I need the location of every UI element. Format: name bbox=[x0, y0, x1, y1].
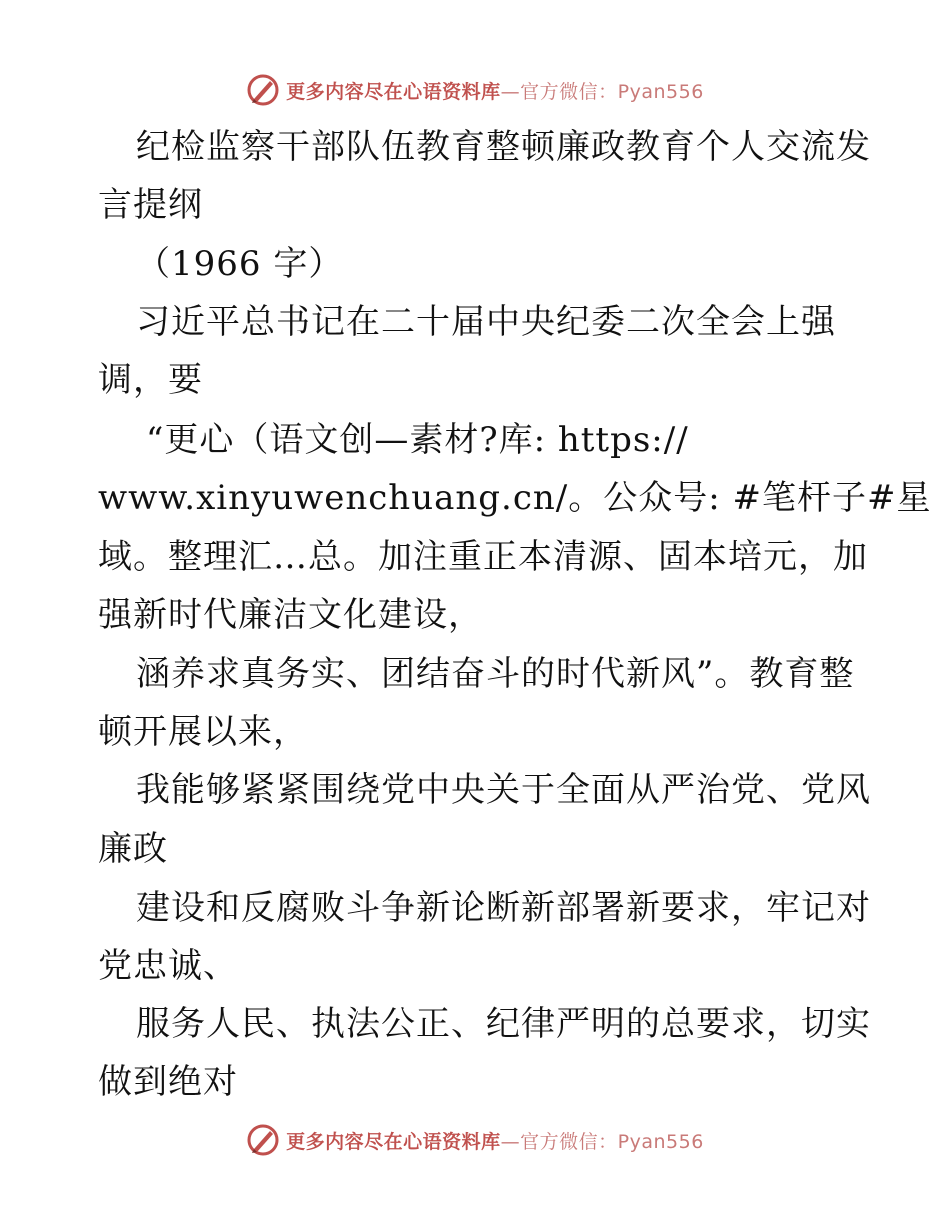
doc-line: 服务人民、执法公正、纪律严明的总要求，切实 bbox=[136, 1004, 871, 1044]
doc-line: 党忠诚、 bbox=[98, 946, 238, 986]
doc-line: “更心（语文创—素材?库: https:// bbox=[146, 420, 689, 460]
doc-line: 域。整理汇…总。加注重正本清源、固本培元，加 bbox=[98, 537, 868, 577]
doc-line: 习近平总书记在二十届中央纪委二次全会上强 bbox=[136, 302, 836, 342]
doc-line: 建设和反腐败斗争新论断新部署新要求，牢记对 bbox=[136, 888, 871, 928]
doc-line: www.xinyuwenchuang.cn/。公众号: #笔杆子#星 bbox=[98, 478, 932, 518]
header-banner-separator: — bbox=[500, 80, 521, 103]
doc-line: 涵养求真务实、团结奋斗的时代新风”。教育整 bbox=[136, 654, 855, 694]
footer-banner-suffix: 官方微信：Pyan556 bbox=[520, 1130, 704, 1153]
footer-banner-text bbox=[286, 1127, 704, 1154]
header-banner-suffix: 官方微信：Pyan556 bbox=[520, 80, 704, 103]
doc-line: 言提纲 bbox=[98, 185, 203, 225]
doc-line: 强新时代廉洁文化建设， bbox=[98, 595, 483, 635]
footer-banner-main: 更多内容尽在心语资料库 bbox=[286, 1130, 501, 1153]
doc-line: 调，要 bbox=[98, 360, 203, 400]
doc-line: 我能够紧紧围绕党中央关于全面从严治党、党风 bbox=[136, 770, 871, 810]
doc-line: 纪检监察干部队伍教育整顿廉政教育个人交流发 bbox=[136, 127, 871, 167]
header-banner-main: 更多内容尽在心语资料库 bbox=[286, 80, 501, 103]
doc-line: 做到绝对 bbox=[98, 1062, 238, 1102]
footer-banner-separator: — bbox=[500, 1130, 521, 1153]
footer-banner bbox=[0, 1120, 950, 1160]
doc-line: （1966 字） bbox=[136, 244, 344, 284]
pen-logo-icon bbox=[246, 1123, 280, 1157]
doc-line: 顿开展以来， bbox=[98, 712, 308, 752]
doc-line: 廉政 bbox=[98, 829, 168, 869]
